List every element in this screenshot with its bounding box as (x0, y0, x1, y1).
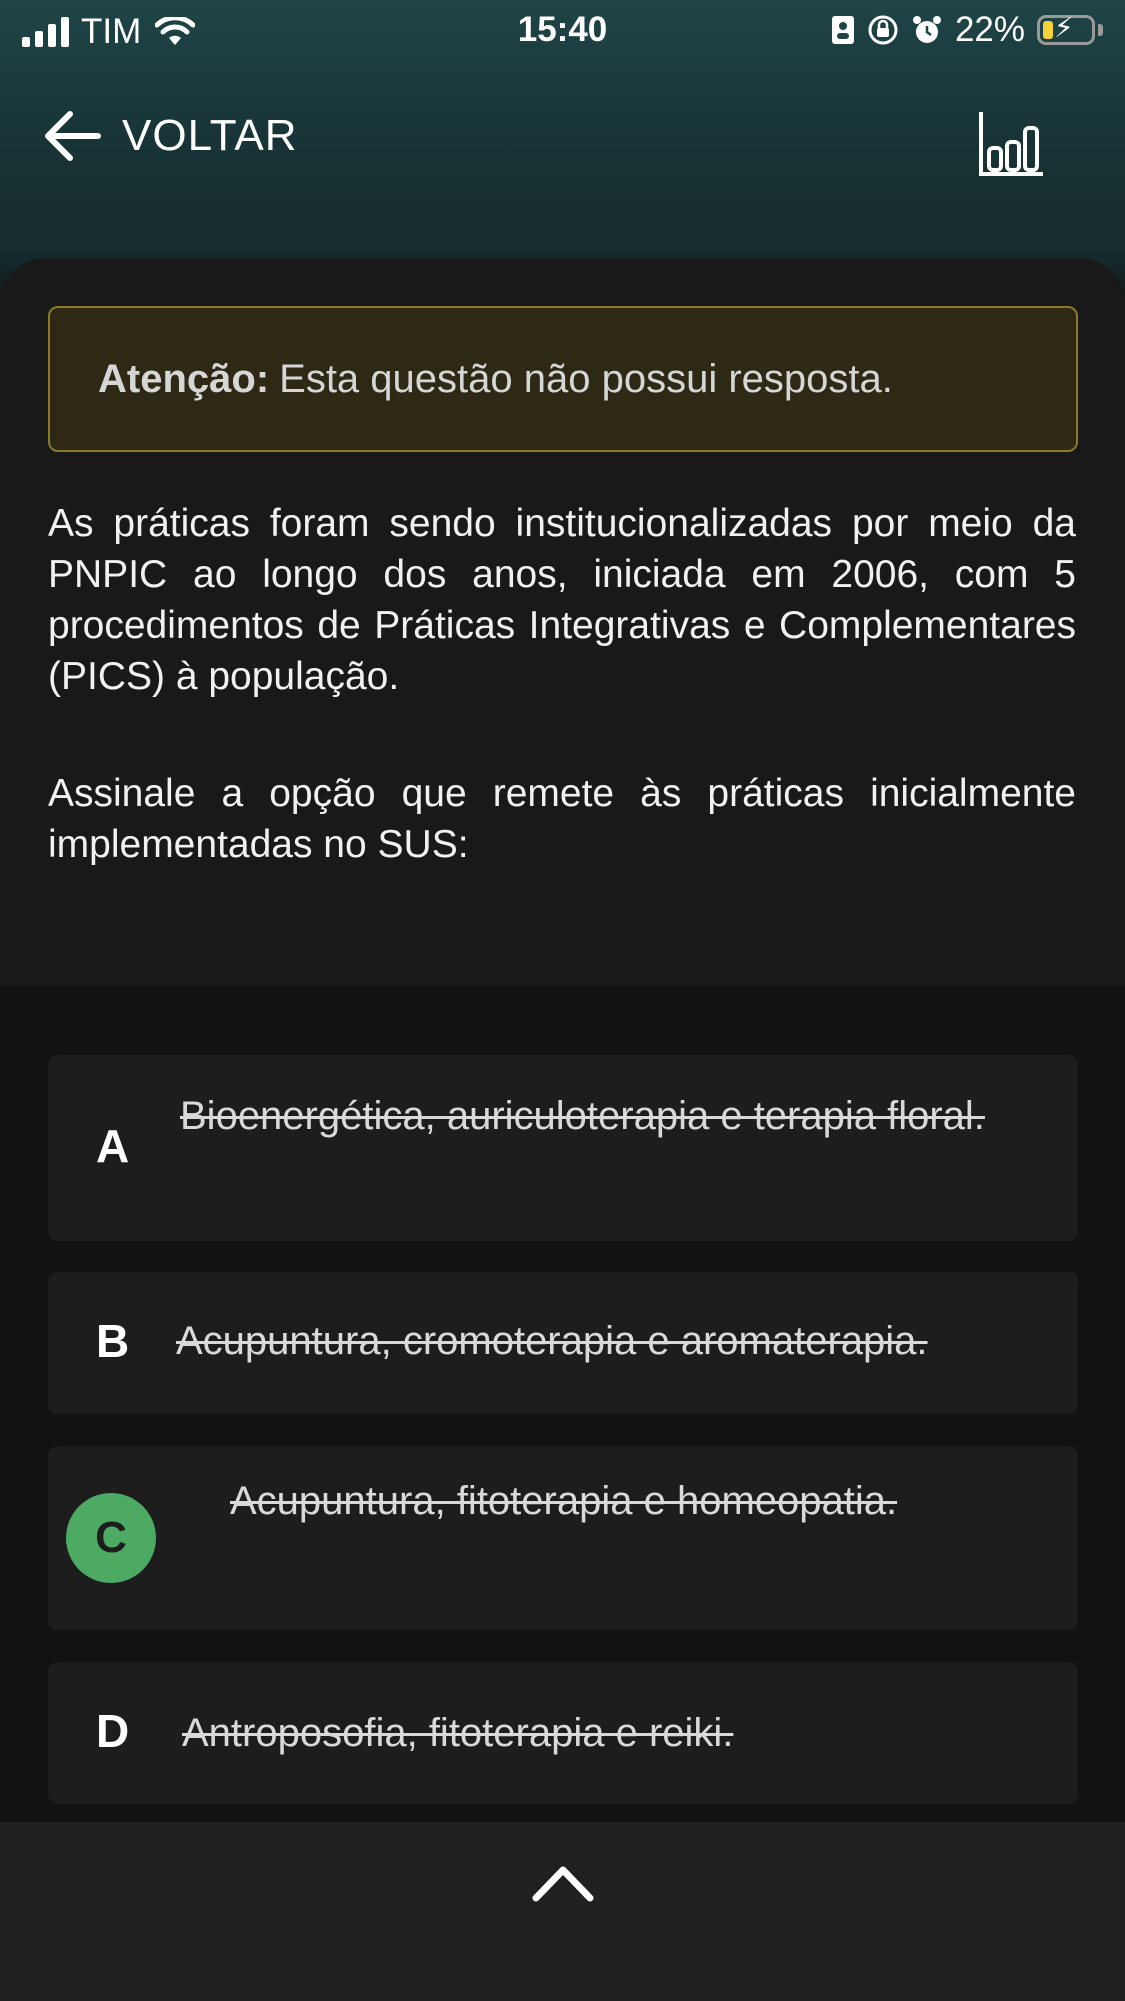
chevron-up-icon (530, 1860, 596, 1904)
question-prompt: Assinale a opção que remete às práticas inicialmente implementadas no SUS: (48, 772, 1076, 866)
question-paragraph: As práticas foram sendo institucionalizadas por meio da PNPIC ao longo dos anos, iniciada em 2006, com 5 procedimentos de Práticas Integrativas e Complementares (PICS) à população. (48, 502, 1076, 698)
option-text: Antroposofia, fitoterapia e reiki. (182, 1711, 734, 1755)
option-letter: D (96, 1705, 130, 1757)
arrow-left-icon (44, 110, 102, 162)
back-label: VOLTAR (122, 111, 298, 160)
rotation-lock-icon (867, 14, 899, 46)
header (0, 100, 1125, 190)
option-text: Acupuntura, cromoterapia e aromaterapia. (176, 1319, 928, 1363)
option-b[interactable] (48, 1272, 1078, 1414)
option-letter: C (95, 1513, 127, 1562)
alert-title: Atenção: (98, 356, 270, 401)
option-letter: B (96, 1315, 130, 1367)
stats-button[interactable] (977, 108, 1047, 183)
option-c[interactable] (48, 1446, 1078, 1630)
expand-button[interactable] (530, 1860, 596, 1909)
battery-fill (1043, 21, 1053, 39)
battery-percent: 22% (954, 10, 1025, 49)
status-bar (0, 0, 1125, 62)
selected-answer-badge (66, 1493, 156, 1583)
question-statement (48, 498, 1076, 870)
option-d[interactable] (48, 1662, 1078, 1804)
status-right (831, 10, 1103, 50)
option-text: Acupuntura, fitoterapia e homeopatia. (230, 1479, 898, 1523)
alarm-icon (911, 14, 943, 46)
bottom-bar (0, 1822, 1125, 2001)
no-answer-alert (48, 306, 1078, 452)
option-letter: A (96, 1120, 130, 1172)
carrier-name: TIM (81, 12, 142, 51)
status-time: 15:40 (517, 10, 608, 49)
id-card-icon (831, 15, 855, 45)
battery-nub (1098, 24, 1103, 36)
back-button[interactable] (44, 110, 298, 162)
option-text: Bioenergética, auriculoterapia e terapia floral. (180, 1094, 985, 1138)
battery-charging-icon: ⚡ (1037, 15, 1095, 45)
bar-chart-icon (977, 108, 1047, 178)
alert-message: Esta questão não possui resposta. (279, 356, 893, 401)
option-a[interactable] (48, 1055, 1078, 1241)
